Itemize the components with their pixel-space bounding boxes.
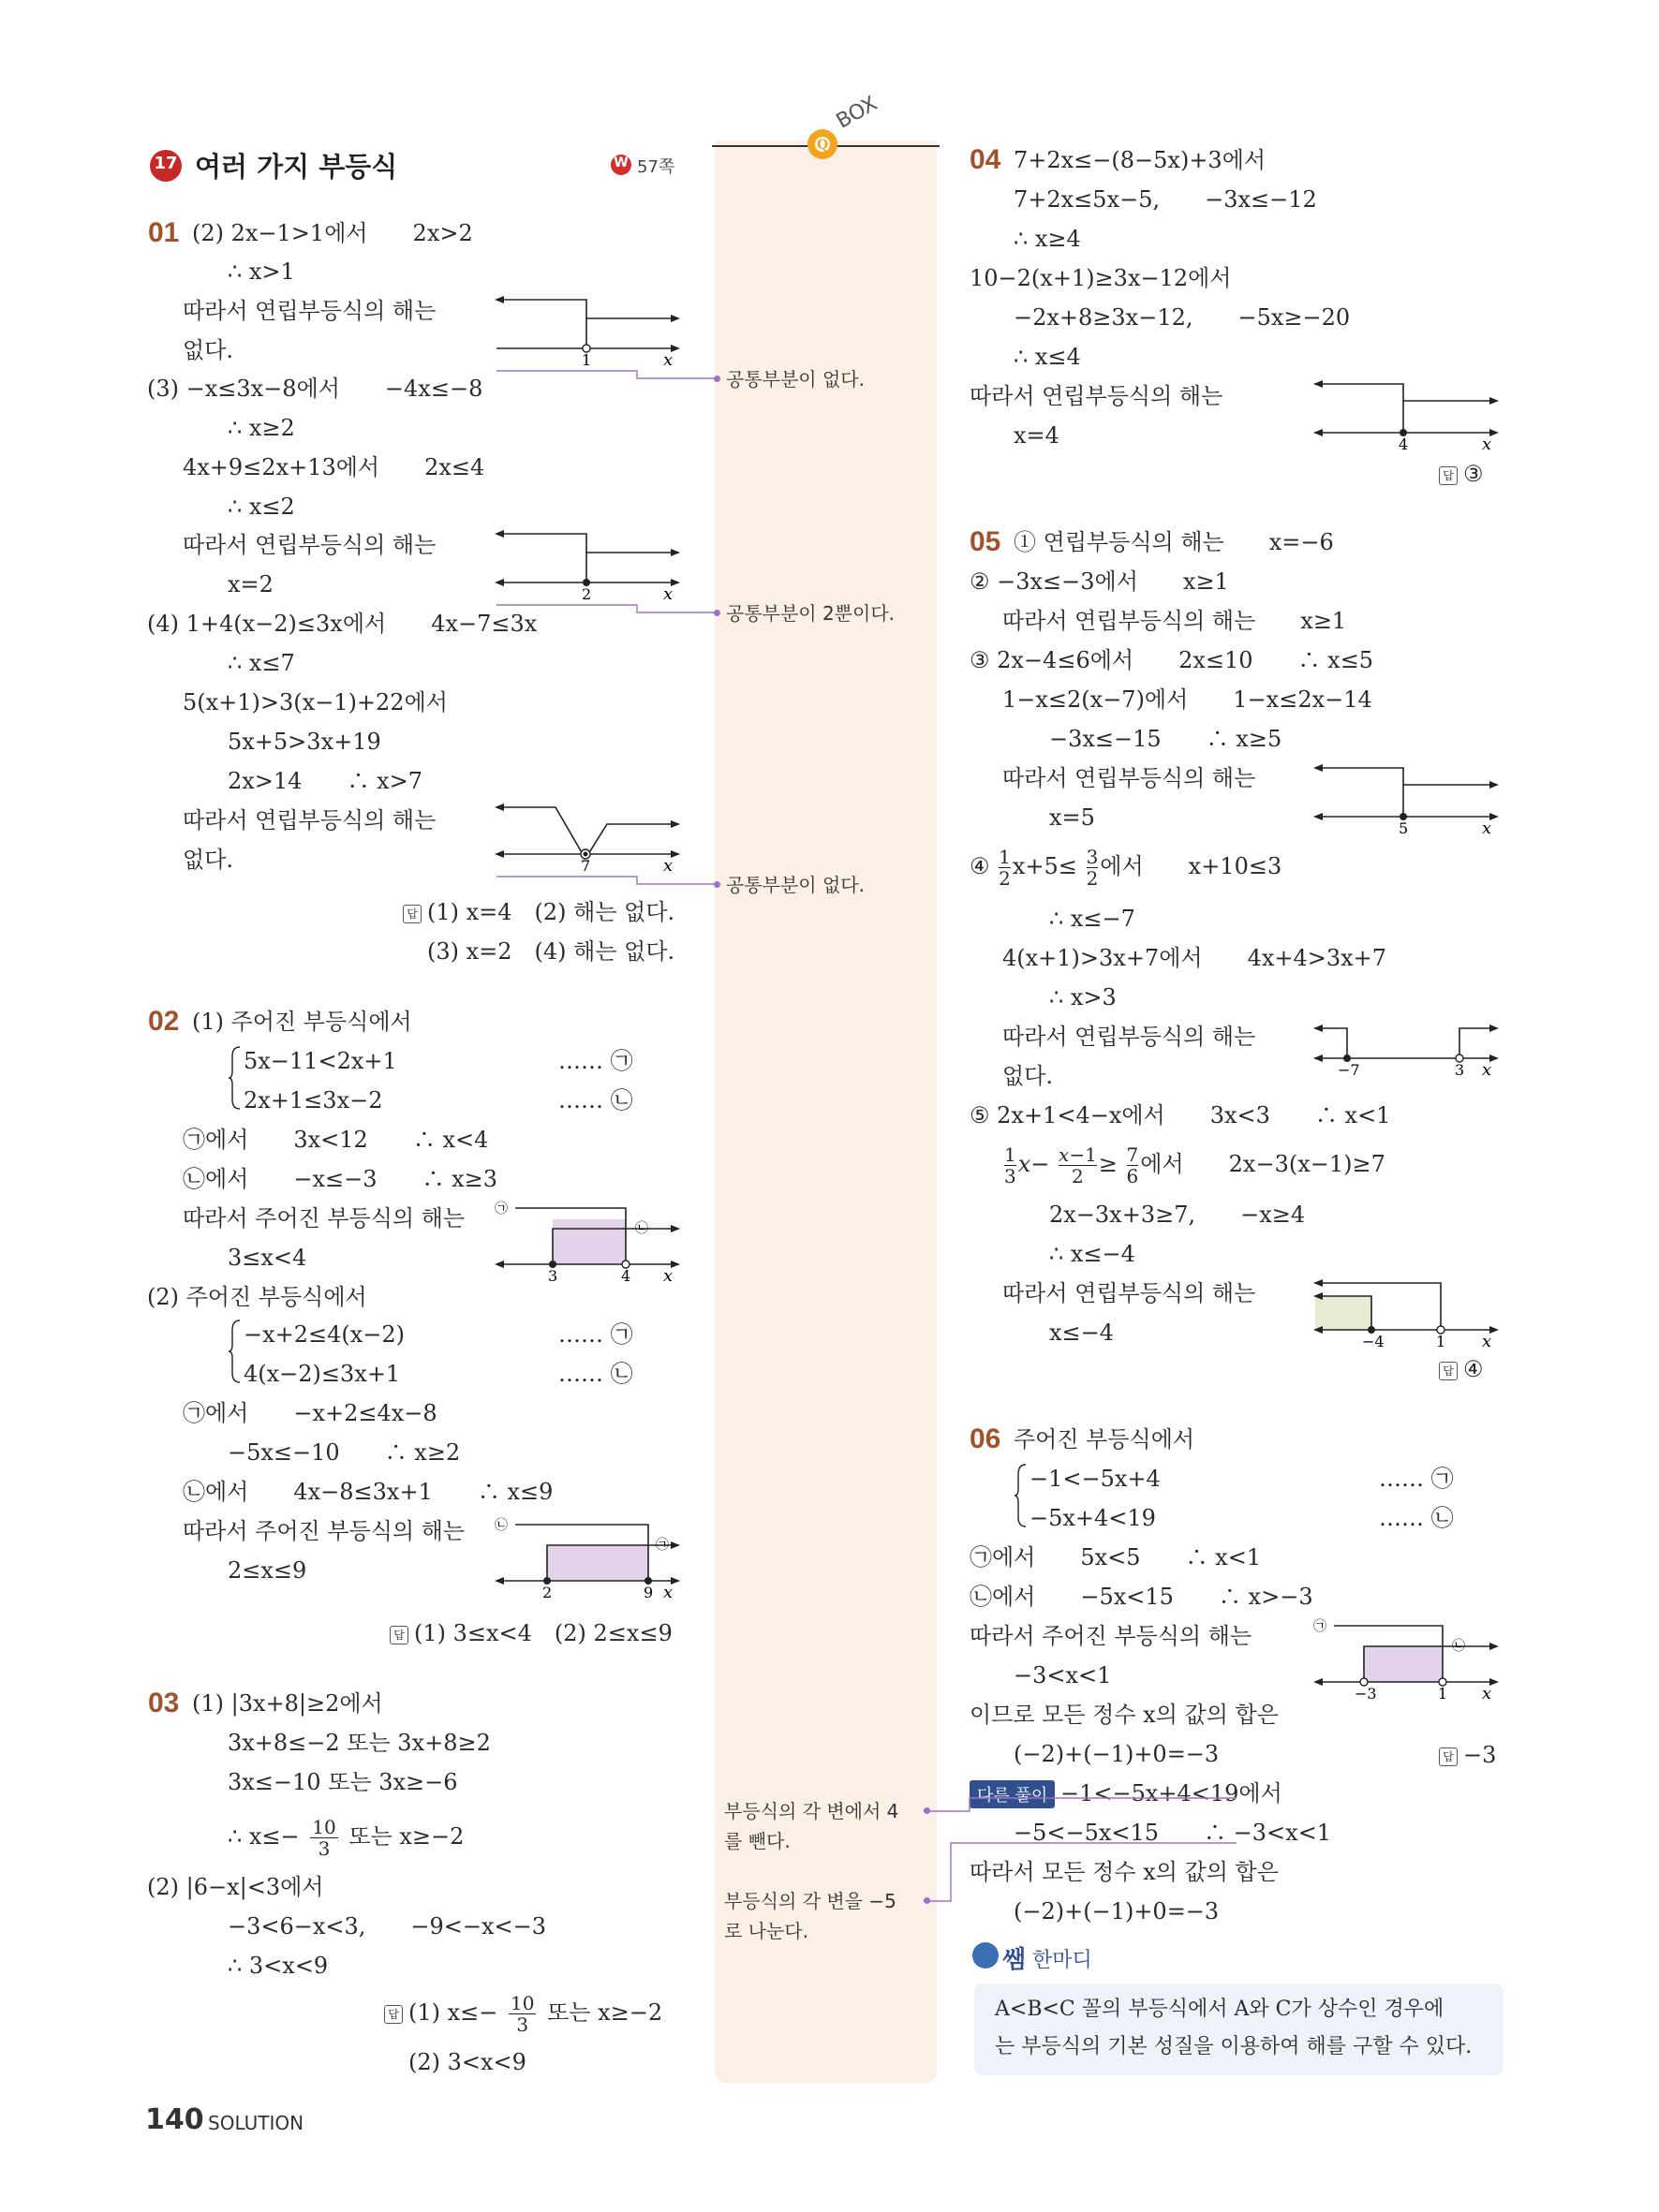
q05-number-line-4 — [1313, 1017, 1501, 1092]
q02-answer: 답 (1) 3≤x<4 (2) 2≤x≤9 — [390, 1615, 673, 1647]
q05-line: 4(x+1)>3x+7에서 4x+4>3x+7 — [1002, 945, 1387, 971]
q04-line: 10−2(x+1)≥3x−12에서 — [970, 265, 1232, 291]
q04-line: ∴ x≤4 — [1014, 344, 1081, 370]
q04-answer: 답 ③ — [1439, 461, 1484, 487]
problem-number-06: 06 — [970, 1423, 1001, 1454]
q02-line: 3≤x<4 — [228, 1245, 307, 1271]
q05-line: ① 연립부등식의 해는 x=−6 — [1014, 529, 1334, 555]
q06-line: (−2)+(−1)+0=−3 — [1014, 1741, 1220, 1767]
q06-brace — [1015, 1463, 1028, 1528]
q02-line: (2) 주어진 부등식에서 — [147, 1284, 367, 1310]
axis-label: x — [1482, 1060, 1492, 1080]
note-dot — [714, 610, 720, 616]
q06-tag: …… ㉡ — [1379, 1505, 1454, 1531]
q01-line: 2x>14 ∴ x>7 — [228, 768, 422, 794]
axis-label: x — [663, 1583, 674, 1600]
q01-line: 따라서 연립부등식의 해는 — [183, 807, 437, 833]
alt-solution-badge: 다른 풀이 — [970, 1780, 1055, 1808]
page-number: 140 — [145, 2103, 204, 2136]
q01-line: 없다. — [183, 337, 233, 363]
q03-line: 3x+8≤−2 또는 3x+8≥2 — [228, 1730, 491, 1756]
q02-line: −x+2≤4(x−2) — [244, 1321, 406, 1348]
tip-q-icon — [972, 1942, 999, 1969]
q01-line: 따라서 연립부등식의 해는 — [183, 532, 437, 558]
q02-tag: …… ㉠ — [558, 1048, 633, 1074]
q05-line: 없다. — [1002, 1063, 1053, 1089]
ref-icon-letter: W — [614, 155, 629, 170]
q05-line: 1−x≤2(x−7)에서 1−x≤2x−14 — [1002, 686, 1372, 713]
q05-line: x=5 — [1049, 804, 1095, 831]
tip-line: A<B<C 꼴의 부등식에서 A와 C가 상수인 경우에 — [995, 1998, 1444, 2021]
tick-label: −4 — [1362, 1333, 1385, 1347]
tick-label: 7 — [581, 857, 591, 871]
answer-icon: 답 — [403, 905, 422, 923]
ref-page: 57쪽 — [637, 157, 675, 177]
q02-line: 4(x−2)≤3x+1 — [244, 1361, 401, 1387]
tick-label: 1 — [1436, 1333, 1446, 1347]
q04-line: −2x+8≥3x−12, −5x≥−20 — [1014, 304, 1351, 331]
axis-label: x — [663, 1266, 674, 1283]
q06-line: −1<−5x+4 — [1029, 1466, 1161, 1492]
tick-label: −3 — [1355, 1685, 1377, 1701]
tick-label: 1 — [582, 351, 592, 365]
tick-label: 3 — [548, 1267, 558, 1283]
q05-frac-line-5: $\frac{1}{3}$ x− $\frac{x-1}{2}$ ≥ $\frac{7}{6}$ 에서 2x−3(x−1)≥7 — [1004, 1143, 1385, 1187]
q05-line: 2x−3x+3≥7, −x≥4 — [1049, 1202, 1306, 1228]
note-subtract-4: 부등식의 각 변에서 4 를 뺀다. — [724, 1800, 899, 1852]
q06-tag: …… ㉠ — [1379, 1466, 1454, 1492]
q06-line: 주어진 부등식에서 — [1014, 1426, 1195, 1453]
q02-line: 2≤x≤9 — [228, 1557, 307, 1584]
q01-line: (3) −x≤3x−8에서 −4x≤−8 — [147, 376, 483, 402]
curve-label-b: ㉡ — [1452, 1639, 1465, 1654]
q02-line: −5x≤−10 ∴ x≥2 — [228, 1439, 461, 1466]
tick-label: 1 — [1438, 1685, 1448, 1701]
note-dot — [924, 1897, 930, 1904]
curve-label-b: ㉡ — [495, 1518, 508, 1533]
q02-line: ㉠에서 3x<12 ∴ x<4 — [183, 1127, 489, 1153]
q03-answer-2: (2) 3<x<9 — [408, 2049, 526, 2075]
q05-answer: 답 ④ — [1439, 1356, 1484, 1382]
curve-label-b: ㉡ — [635, 1221, 648, 1236]
qbox-logo — [804, 120, 907, 180]
q02-tag: …… ㉠ — [558, 1321, 633, 1348]
q05-line: ③ 2x−4≤6에서 2x≤10 ∴ x≤5 — [970, 647, 1374, 673]
q06-line: ㉡에서 −5x<15 ∴ x>−3 — [970, 1584, 1313, 1610]
note-dot — [924, 1807, 930, 1814]
note-dot — [714, 376, 720, 382]
frac-num: 10 — [511, 1992, 535, 2014]
q01-answer-2: (3) x=2 (4) 해는 없다. — [427, 938, 675, 965]
answer-icon: 답 — [384, 2005, 403, 2024]
q05-line: ∴ x≤−4 — [1049, 1241, 1135, 1267]
q02-number-line-2 — [495, 1515, 682, 1600]
tick-label: 3 — [1455, 1061, 1465, 1079]
q01-line: (4) 1+4(x−2)≤3x에서 4x−7≤3x — [147, 611, 538, 637]
axis-label: x — [1482, 818, 1492, 833]
q01-line: x=2 — [228, 571, 274, 597]
q01-line: 4x+9≤2x+13에서 2x≤4 — [183, 454, 485, 480]
alt-note-connectors — [923, 1796, 1251, 1918]
note-connectors — [487, 356, 721, 899]
q05-line: 따라서 연립부등식의 해는 — [1002, 1280, 1256, 1306]
problem-number-05: 05 — [970, 526, 1001, 557]
q02-line: ㉠에서 −x+2≤4x−8 — [183, 1400, 437, 1426]
curve-label-a: ㉠ — [656, 1538, 669, 1553]
frac-den: 3 — [516, 2013, 529, 2036]
q05-number-line-3 — [1313, 759, 1501, 833]
note-dot — [714, 881, 720, 888]
section-title: 여러 가지 부등식 — [195, 151, 398, 183]
q05-number-line-5 — [1313, 1272, 1501, 1347]
q05-line: 따라서 연립부등식의 해는 — [1002, 1024, 1256, 1050]
tick-label: 2 — [542, 1584, 553, 1600]
q06-number-line — [1313, 1616, 1501, 1701]
tip-title: 한마디 — [1032, 1949, 1092, 1972]
q04-line: x=4 — [1014, 422, 1059, 449]
q06-alt-line: 따라서 모든 정수 x의 값의 합은 — [970, 1859, 1279, 1885]
q05-line: ∴ x≤−7 — [1049, 906, 1135, 932]
q02-line: (1) 주어진 부등식에서 — [192, 1009, 412, 1035]
q05-line: 따라서 연립부등식의 해는 x≥1 — [1002, 608, 1347, 634]
axis-label: x — [663, 856, 674, 871]
frac-den: 3 — [318, 1837, 331, 1860]
answer-icon: 답 — [1439, 1362, 1458, 1380]
q05-line: ⑤ 2x+1<4−x에서 3x<3 ∴ x<1 — [970, 1102, 1391, 1128]
answer-icon: 답 — [1439, 466, 1458, 485]
note-no-common-1: 공통부분이 없다. — [726, 368, 865, 391]
q06-line: −5x+4<19 — [1029, 1505, 1156, 1531]
frac-num: 10 — [312, 1816, 336, 1838]
qbox-strip — [715, 140, 937, 2084]
q05-line: −3x≤−15 ∴ x≥5 — [1049, 726, 1282, 752]
q02-number-line-1 — [495, 1199, 682, 1283]
tick-label: 4 — [621, 1267, 631, 1283]
q04-line: ∴ x≥4 — [1014, 226, 1081, 252]
q06-answer: 답 −3 — [1439, 1742, 1496, 1768]
q06-line: 따라서 주어진 부등식의 해는 — [970, 1623, 1252, 1649]
q02-line: ㉡에서 4x−8≤3x+1 ∴ x≤9 — [183, 1479, 554, 1505]
q02-line: 5x−11<2x+1 — [244, 1048, 397, 1074]
q06-line: −3<x<1 — [1014, 1662, 1112, 1688]
q04-line: 7+2x≤−(8−5x)+3에서 — [1014, 147, 1266, 173]
q01-line: ∴ x≤2 — [228, 494, 295, 520]
answer-icon: 답 — [1439, 1747, 1458, 1766]
problem-number-01: 01 — [148, 217, 180, 248]
q03-answer: 답 (1) x≤− $\frac{10}{3}$ 또는 x≥−2 — [384, 1993, 662, 2035]
q04-line: 7+2x≤5x−5, −3x≤−12 — [1014, 186, 1317, 213]
q01-line: ∴ x>1 — [228, 258, 295, 285]
q05-frac-line-4: ④ $\frac{1}{2}$ x+5≤ $\frac{3}{2}$ 에서 x+10≤3 — [970, 846, 1282, 890]
q03-line: −3<6−x<3, −9<−x<−3 — [228, 1913, 547, 1939]
q02-line: 따라서 주어진 부등식의 해는 — [183, 1205, 466, 1231]
q01-line: ∴ x≤7 — [228, 650, 295, 676]
q03-line: (1) |3x+8|≥2에서 — [192, 1690, 383, 1717]
q03-line: 3x≤−10 또는 3x≥−6 — [228, 1769, 458, 1795]
tick-label: 2 — [582, 585, 592, 599]
q02-line: ㉡에서 −x≤−3 ∴ x≥3 — [183, 1166, 498, 1192]
q05-line: x≤−4 — [1049, 1320, 1115, 1346]
tick-label: 9 — [644, 1584, 654, 1600]
q03-line: ∴ 3<x<9 — [228, 1953, 329, 1979]
q06-alt-line: (−2)+(−1)+0=−3 — [1014, 1898, 1220, 1924]
axis-label: x — [663, 350, 674, 365]
q04-number-line — [1313, 375, 1501, 450]
tip-line: 는 부등식의 기본 성질을 이용하여 해를 구할 수 있다. — [995, 2035, 1473, 2058]
note-no-common-2: 공통부분이 없다. — [726, 874, 865, 896]
note-divide-neg5: 부등식의 각 변을 −5 로 나눈다. — [724, 1890, 896, 1942]
section-number: 17 — [154, 154, 178, 173]
q03-line: (2) |6−x|<3에서 — [147, 1874, 324, 1900]
q01-line: 따라서 연립부등식의 해는 — [183, 298, 437, 324]
q01-number-line-2 — [495, 290, 682, 365]
axis-label: x — [663, 584, 674, 599]
answer-icon: 답 — [390, 1626, 408, 1644]
q01-answer: 답 (1) x=4 (2) 해는 없다. — [403, 893, 674, 926]
qbox-label: BOX — [832, 92, 881, 134]
qbox-q-icon — [804, 120, 907, 176]
q05-line: ② −3x≤−3에서 x≥1 — [970, 568, 1229, 595]
q01-line: 5x+5>3x+19 — [228, 729, 381, 755]
q03-frac-line: ∴ x≤− $\frac{10}{3}$ 또는 x≥−2 — [228, 1816, 465, 1860]
footer-label: SOLUTION — [208, 2112, 304, 2134]
q01-line: ∴ x≥2 — [228, 415, 295, 441]
q06-line: 이므로 모든 정수 x의 값의 합은 — [970, 1702, 1279, 1728]
curve-label-a: ㉠ — [495, 1202, 508, 1217]
q02-brace-2 — [229, 1319, 242, 1384]
svg-text:Q: Q — [817, 138, 829, 153]
problem-number-02: 02 — [148, 1006, 180, 1037]
axis-label: x — [1482, 1332, 1492, 1347]
q02-tag: …… ㉡ — [558, 1087, 633, 1113]
note-common-only-2: 공통부분이 2뿐이다. — [726, 602, 895, 625]
q05-line: ∴ x>3 — [1049, 984, 1117, 1010]
q02-line: 2x+1≤3x−2 — [244, 1087, 383, 1113]
q05-line: 따라서 연립부등식의 해는 — [1002, 765, 1256, 791]
q06-alt-line: −1<−5x+4<19에서 — [1060, 1780, 1282, 1806]
axis-label: x — [1482, 435, 1492, 450]
q06-alt-line: −5<−5x<15 ∴ −3<x<1 — [1014, 1820, 1332, 1846]
problem-number-03: 03 — [148, 1688, 180, 1718]
curve-label-a: ㉠ — [1313, 1619, 1326, 1634]
tick-label: 5 — [1399, 819, 1409, 833]
tick-label: 4 — [1399, 435, 1409, 450]
q04-line: 따라서 연립부등식의 해는 — [970, 383, 1223, 409]
tip-title-strong: 쌤 — [1002, 1946, 1027, 1974]
q06-line: ㉠에서 5x<5 ∴ x<1 — [970, 1544, 1262, 1571]
q01-line: (2) 2x−1>1에서 2x>2 — [192, 220, 473, 246]
q02-tag: …… ㉡ — [558, 1361, 633, 1387]
q01-line: 없다. — [183, 847, 233, 873]
axis-label: x — [1482, 1684, 1492, 1701]
q02-line: 따라서 주어진 부등식의 해는 — [183, 1518, 466, 1544]
q02-brace-1 — [229, 1045, 242, 1111]
problem-number-04: 04 — [970, 144, 1001, 175]
tick-label: −7 — [1338, 1061, 1360, 1079]
q01-line: 5(x+1)>3(x−1)+22에서 — [183, 689, 448, 715]
